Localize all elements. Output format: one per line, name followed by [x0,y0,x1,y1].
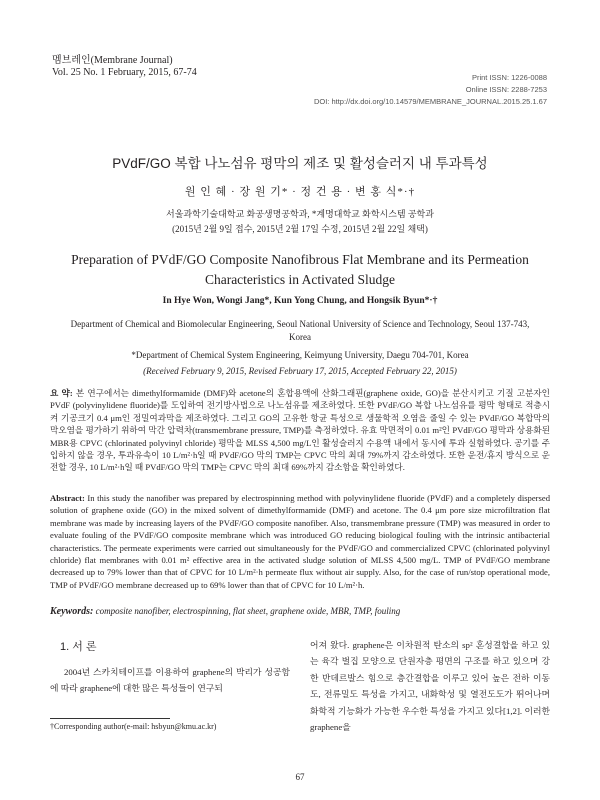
english-title: Preparation of PVdF/GO Composite Nanofibrous Flat Membrane and its Permeation Characteristics in Activated Sludge [71,252,529,287]
korean-authors: 원 인 혜 · 장 원 기* · 정 건 용 · 변 홍 식*·† [184,186,416,198]
english-affiliation-2: *Department of Chemical System Engineering, Keimyung University, Daegu 704-701, Korea [131,350,469,360]
english-authors: In Hye Won, Wongi Jang*, Kun Yong Chung, and Hongsik Byun*·† [162,296,438,306]
section-heading: 1. 서 론 [60,641,97,653]
english-abstract-label: Abstract: [50,493,85,503]
footnote: †Corresponding author(e-mail: hsbyun@kmu.ac.kr) [50,722,217,731]
print-issn: Print ISSN: 1226-0088 [471,73,547,82]
korean-title: PVdF/GO 복합 나노섬유 평막의 제조 및 활성슬러지 내 투과특성 [112,156,488,171]
korean-affiliation: 서울과학기술대학교 화공생명공학과, *계명대학교 화학시스템 공학과 [166,209,434,219]
keywords-label: Keywords: [50,606,94,617]
keywords [50,606,550,617]
korean-abstract-label: 요 약: [50,388,73,398]
korean-dates: (2015년 2월 9일 접수, 2015년 2월 17일 수정, 2015년 2월 22일 채택) [172,224,428,234]
keywords-text: composite nanofiber, electrospinning, flat sheet, graphene oxide, MBR, TMP, fouling [95,606,401,616]
english-abstract-text: In this study the nanofiber was prepared by electrospinning method with polyvinylidene fluoride (PVdF) and a completely dispersed solution of graphene oxide (GO) in the mixed solvent of dimethylformamide (DMF) and acetone. The 0.4 μm pore size microfiltration flat membrane was made by increasing layers of the PVdF/GO composite nanofiber. Also, transmembrane pressure (TMP) was measured in order to evaluate fouling of the PVdF/GO composite membrane which was introduced GO reducing biological fouling with the intrinsic antibacterial characteristics. The permeate experiments were carried out simultaneously for the PVdF/GO and commercialized CPVC (chlorinated polyvinyl chloride) flat membranes with 0.01 m² effective area in the activated sludge solution of MLSS 4,500 mg/L. TMP of PVdF/GO membrane decreased up to 79% lower than that of CPVC for 10 L/m²·h permeate flux without air supply. Also, for the case of run/stop operational mode, TMP of PVdF/GO membrane decreased up to 69% lower than that of CPVC for 10 L/m²·h. [50,493,550,590]
volume-line: Vol. 25 No. 1 February, 2015, 67-74 [52,67,197,78]
english-dates: (Received February 9, 2015, Revised February 17, 2015, Accepted February 22, 2015) [143,366,457,376]
right-column-body: 어져 왔다. graphene은 이차원적 탄소의 sp² 혼성결합을 하고 있는 육각 벌집 모양으로 단원자층 평면의 구조를 하고 있으며 강한 반데르발스 힘으로 층간결합을 이루고 있어 높은 전하 이동도, 전류밀도 특성을 가지고, 내화학성 및 열전도도가 뛰어나며 화학적 기능화가 가능한 우수한 특성을 가지고 있다[1,2]. 이러한 graphene을 [310,640,550,733]
english-affiliation-1: Department of Chemical and Biomolecular Engineering, Seoul National University of Science and Technology, Seoul 137-743, Korea [70,319,530,342]
korean-abstract-text: 본 연구에서는 dimethylformamide (DMF)와 acetone의 혼합용액에 산화그래핀(graphene oxide, GO)을 분산시키고 기질 고분자인 PVdF (polyvinylidene fluoride)를 도입하여 전기방사법으로 나노섬유를 제조하였다. 또한 PVdF/GO 복합 나노섬유를 평막 형태로 적층시켜 기공크기 0.4 μm인 정밀여과막을 제조하였다. 그리고 GO의 고유한 항균 특성으로 생물학적 오염을 줄일 수 있는 PVdF/GO 복합막의 막오염을 평가하기 위하여 막간 압력차(transmembrane pressure, TMP)를 측정하였다. 유효 막면적이 0.01 m²인 PVdF/GO 평막과 상용화된 MBR용 CPVC (chlorinated polyvinyl chloride) 평막을 MLSS 4,500 mg/L인 활성슬러지 수용액 내에서 동시에 투과 실험하였다. 공기를 주입하지 않을 경우, 투과유속이 10 L/m²·h일 때 PVdF/GO 막의 TMP는 CPVC 막의 최대 79%까지 감소하였다. 또한 운전/휴지 방식으로 운전할 경우, 10 L/m²·h일 때 PVdF/GO 막의 TMP는 CPVC 막의 최대 69%까지 감소함을 확인하였다. [50,388,550,473]
doi-link[interactable]: DOI: http://dx.doi.org/10.14579/MEMBRANE_JOURNAL.2015.25.1.67 [313,97,547,106]
left-column-body: 2004년 스카치테이프를 이용하여 graphene의 박리가 성공함에 따라 graphene에 대한 많은 특성들이 연구되 [50,667,290,693]
footnote-rule [50,718,170,719]
journal-name: 멤브레인(Membrane Journal) [52,55,173,66]
page-number: 67 [295,772,305,782]
online-issn: Online ISSN: 2288-7253 [465,85,547,94]
english-abstract [50,492,550,591]
korean-abstract [50,387,550,474]
